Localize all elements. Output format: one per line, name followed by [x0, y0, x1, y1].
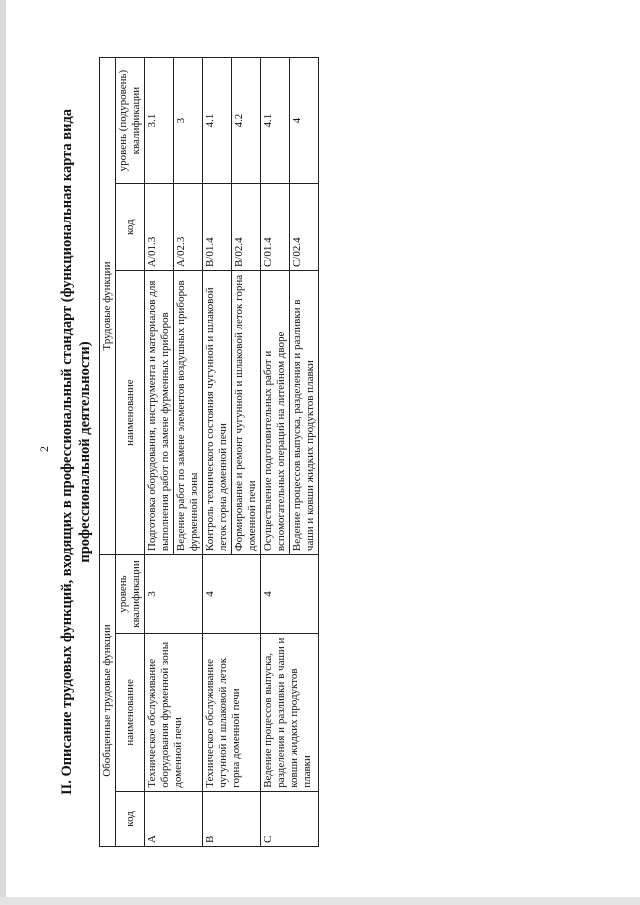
- group-code: B: [203, 791, 261, 846]
- group-level: 3: [145, 555, 203, 634]
- table-row: [145, 58, 174, 847]
- function-code: B/02.4: [232, 184, 261, 271]
- table-header-row-1: [100, 58, 116, 847]
- function-level: 4: [290, 58, 319, 184]
- group-name: Техническое обслуживание чугунной и шлаковой леток горна доменной печи: [203, 633, 261, 791]
- group-code: A: [145, 791, 203, 846]
- group-level: 4: [261, 555, 319, 634]
- function-level: 4.1: [261, 58, 290, 184]
- header-function-level: уровень (подуровень) квалификации: [116, 58, 145, 184]
- table-row: [261, 58, 290, 847]
- table-row: [203, 58, 232, 847]
- functional-map-table: [99, 57, 319, 847]
- page-edge-shadow: [0, 0, 6, 905]
- header-labor-functions: Трудовые функции: [100, 58, 116, 555]
- function-name: Осуществление подготовительных работ и вспомогательных операций на литейном дворе: [261, 271, 290, 555]
- function-level: 3: [174, 58, 203, 184]
- function-code: C/02.4: [290, 184, 319, 271]
- function-name: Ведение процессов выпуска, разделения и разливки в чаши и ковши жидких продуктов плавки: [290, 271, 319, 555]
- header-generalized-functions: Обобщенные трудовые функции: [100, 555, 116, 847]
- group-name: Техническое обслуживание оборудования фурменной зоны доменной печи: [145, 633, 203, 791]
- header-name: наименование: [116, 633, 145, 791]
- page-number: 2: [37, 446, 51, 452]
- function-level: 4.1: [203, 58, 232, 184]
- group-name: Ведение процессов выпуска, разделения и разливки в чаши и ковши жидких продуктов плавки: [261, 633, 319, 791]
- function-level: 4.2: [232, 58, 261, 184]
- group-level: 4: [203, 555, 261, 634]
- function-level: 3.1: [145, 58, 174, 184]
- function-name: Ведение работ по замене элементов воздушных приборов фурменной зоны: [174, 271, 203, 555]
- header-function-name: наименование: [116, 271, 145, 555]
- function-name: Подготовка оборудования, инструмента и материалов для выполнения работ по замене фурменных приборов: [145, 271, 174, 555]
- function-code: A/01.3: [145, 184, 174, 271]
- section-title: II. Описание трудовых функций, входящих в профессиональный стандарт (функциональная карта вида профессиональной деятельности): [59, 108, 93, 796]
- rotated-content: [58, 57, 578, 847]
- group-code: C: [261, 791, 319, 846]
- function-name: Формирование и ремонт чугунной и шлаковой леток горна доменной печи: [232, 271, 261, 555]
- header-function-code: код: [116, 184, 145, 271]
- header-qualification-level: уровень квалификации: [116, 555, 145, 634]
- header-code: код: [116, 791, 145, 846]
- function-code: C/01.4: [261, 184, 290, 271]
- function-code: A/02.3: [174, 184, 203, 271]
- function-name: Контроль технического состояния чугунной и шлаковой леток горна доменной печи: [203, 271, 232, 555]
- table-header-row-2: [116, 58, 145, 847]
- function-code: B/01.4: [203, 184, 232, 271]
- page-bottom-shadow: [0, 897, 640, 905]
